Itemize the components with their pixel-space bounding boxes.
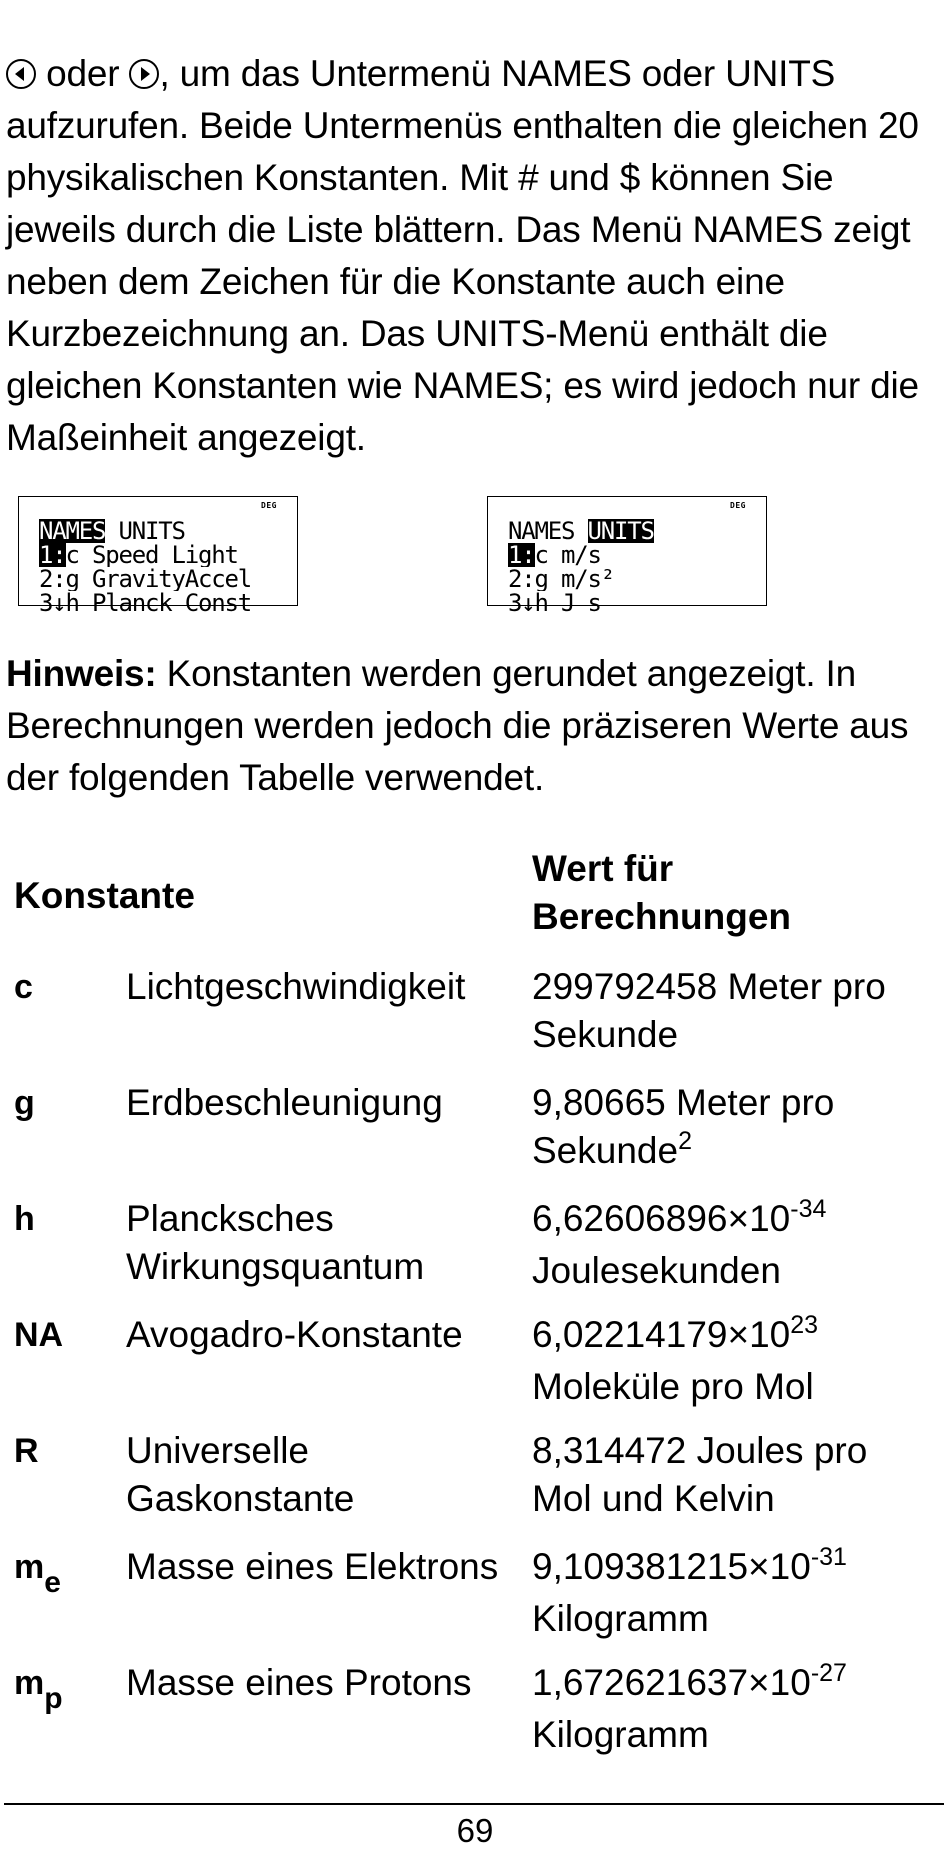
constant-value: [532, 1543, 932, 1643]
menu-tabs: [39, 519, 294, 543]
symbol-subscript: p: [44, 1682, 63, 1715]
value-line2: Moleküle pro Mol: [532, 1366, 814, 1407]
menu-item-1: [508, 543, 763, 567]
value-line2: Sekunde: [532, 1014, 679, 1055]
constant-value: [532, 1311, 932, 1411]
menu-item-3: 3↓h J s: [508, 591, 601, 615]
value-line1: [532, 1659, 932, 1711]
constant-symbol: c: [14, 968, 33, 1006]
value-line1: [532, 1311, 932, 1363]
value-line1: 8,314472 Joules pro: [532, 1430, 868, 1471]
tab-names: NAMES: [508, 519, 575, 543]
constant-value: [532, 1659, 932, 1759]
value-exponent: 23: [790, 1311, 819, 1339]
value-text: 1,672621637×10: [532, 1662, 811, 1703]
value-line1: [532, 1543, 932, 1595]
constant-name: Plancksches Wirkungsquantum: [126, 1198, 425, 1287]
menu-item-1: [39, 543, 294, 567]
constant-value: [532, 1427, 932, 1523]
constant-value: [532, 963, 932, 1059]
menu-item-2: 2:g GravityAccel: [39, 567, 251, 591]
constant-symbol: g: [14, 1084, 35, 1122]
value-line2: Joulesekunden: [532, 1250, 781, 1291]
menu-item-1-number: 1:: [39, 543, 66, 567]
symbol-base: m: [14, 1548, 45, 1586]
page-number: 69: [456, 1812, 494, 1849]
right-arrow-key-icon: [129, 59, 159, 89]
value-text: 9,109381215×10: [532, 1546, 811, 1587]
menu-item-2: 2:g m/s²: [508, 567, 614, 591]
constant-name: Masse eines Protons: [126, 1662, 472, 1703]
intro-rest: aufzurufen. Beide Untermenüs enthalten die gleichen 20 physikalischen Konstanten. Mit # und $ können Sie jeweils durch die Liste blättern. Das Menü NAMES zeigt neben dem Zeichen für die Konstante auch eine Kurzbezeichnung an. Das UNITS-Menü enthält die gleichen Konstanten wie NAMES; es wird jedoch nur die Maßeinheit angezeigt.: [6, 105, 919, 458]
header-value-line2: Berechnungen: [532, 896, 792, 937]
tab-units: UNITS: [118, 519, 185, 543]
constant-value: [532, 1195, 932, 1295]
value-line1: 9,80665 Meter pro: [532, 1082, 835, 1123]
constant-name: Universelle Gaskonstante: [126, 1430, 355, 1519]
value-line1: [532, 1195, 932, 1247]
value-exponent: 2: [678, 1127, 692, 1155]
header-value-line1: Wert für: [532, 848, 674, 889]
constant-symbol: R: [14, 1432, 39, 1470]
value-line2: Mol und Kelvin: [532, 1478, 775, 1519]
constant-name: Avogadro-Konstante: [126, 1314, 463, 1355]
constant-symbol: h: [14, 1200, 35, 1238]
value-text: 6,02214179×10: [532, 1314, 791, 1355]
value-text: Sekunde: [532, 1130, 679, 1171]
value-line2: Kilogramm: [532, 1598, 709, 1639]
calculator-screen-units: [487, 496, 767, 615]
symbol-subscript: e: [44, 1566, 61, 1599]
value-line2: Kilogramm: [532, 1714, 709, 1755]
constant-name: Erdbeschleunigung: [126, 1082, 443, 1123]
tab-names-selected: NAMES: [39, 519, 106, 543]
value-text: 6,62606896×10: [532, 1198, 791, 1239]
intro-line1-end: , um das Untermenü NAMES oder UNITS: [159, 53, 836, 94]
value-exponent: -27: [810, 1659, 847, 1687]
intro-line1-mid: oder: [46, 53, 120, 94]
tab-units-selected: UNITS: [587, 519, 654, 543]
constant-value: [532, 1079, 932, 1179]
menu-tabs: [508, 519, 763, 543]
angle-mode-indicator: DEG: [730, 501, 746, 510]
constant-symbol: NA: [14, 1316, 64, 1354]
constant-name: Masse eines Elektrons: [126, 1546, 499, 1587]
value-exponent: -34: [790, 1195, 827, 1223]
value-exponent: -31: [810, 1543, 847, 1571]
menu-item-1-text: c Speed Light: [65, 543, 238, 567]
intro-paragraph: [6, 48, 936, 464]
menu-item-1-number: 1:: [508, 543, 535, 567]
value-line1: 299792458 Meter pro: [532, 966, 886, 1007]
note-text: Konstanten werden gerundet angezeigt. In Berechnungen werden jedoch die präziseren Werte aus der folgenden Tabelle verwendet.: [6, 653, 909, 798]
menu-item-3: 3↓h Planck Const: [39, 591, 251, 615]
value-line2: [532, 1127, 932, 1179]
calculator-screen-names: [18, 496, 298, 615]
menu-item-1-text: c m/s: [534, 543, 601, 567]
note-paragraph: [6, 648, 936, 804]
symbol-base: m: [14, 1664, 45, 1702]
header-constant: Konstante: [14, 875, 195, 916]
constant-name: Lichtgeschwindigkeit: [126, 966, 466, 1007]
footer-divider: [4, 1803, 944, 1805]
constant-symbol: [14, 1659, 63, 1715]
left-arrow-key-icon: [6, 59, 36, 89]
constant-symbol: [14, 1543, 61, 1599]
angle-mode-indicator: DEG: [261, 501, 277, 510]
header-value: [532, 845, 791, 941]
note-label: Hinweis:: [6, 653, 157, 694]
